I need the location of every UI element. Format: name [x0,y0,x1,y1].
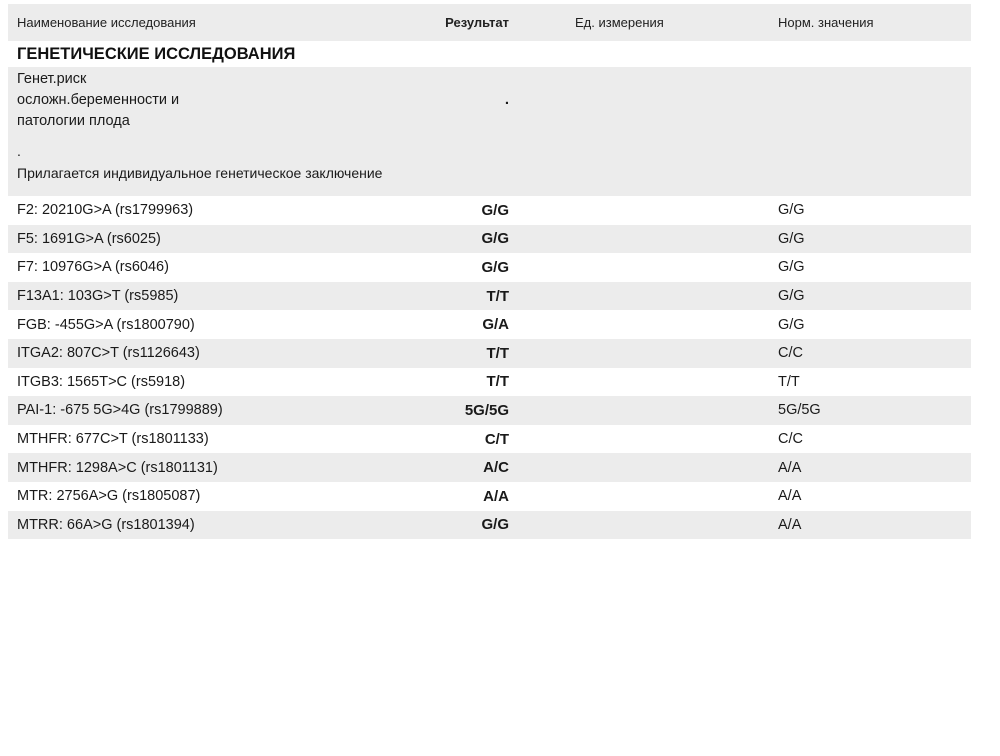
results-list [8,196,971,539]
genetic-risk-name-line: патологии плода [17,113,130,129]
test-result: G/G [481,516,509,534]
table-row [8,196,971,225]
genetic-risk-name-line: Генет.риск [17,71,87,87]
table-row [8,511,971,540]
test-norm: A/A [778,516,802,533]
table-row [8,425,971,454]
test-name: MTHFR: 677C>T (rs1801133) [17,431,209,448]
test-result: 5G/5G [464,401,509,419]
test-name: MTHFR: 1298A>C (rs1801131) [17,459,218,476]
table-row [8,310,971,339]
genetic-risk-name [17,69,247,132]
table-row [8,396,971,425]
test-result: G/G [481,230,509,248]
test-name: PAI-1: -675 5G>4G (rs1799889) [17,402,223,419]
test-result: T/T [486,344,509,362]
test-norm: C/C [778,431,803,448]
test-result: C/T [484,430,509,448]
test-result: T/T [486,287,509,305]
test-name: F13A1: 103G>T (rs5985) [17,288,179,305]
test-norm: G/G [778,230,805,247]
table-row [8,368,971,397]
test-result: G/A [482,316,509,334]
test-norm: G/G [778,316,805,333]
genetic-risk-result: . [504,91,509,108]
test-result: A/C [483,459,509,477]
test-norm: 5G/5G [778,402,821,419]
genetic-risk-row [8,67,971,196]
test-name: MTR: 2756A>G (rs1805087) [17,488,201,505]
genetic-risk-note: Прилагается индивидуальное генетическое заключение [17,165,383,181]
table-row [8,339,971,368]
test-result: T/T [486,373,509,391]
test-name: MTRR: 66A>G (rs1801394) [17,516,195,533]
test-name: FGB: -455G>A (rs1800790) [17,316,195,333]
test-norm: G/G [778,288,805,305]
section-title: ГЕНЕТИЧЕСКИЕ ИССЛЕДОВАНИЯ [17,45,296,63]
test-norm: A/A [778,488,802,505]
test-result: G/G [481,258,509,276]
table-row [8,453,971,482]
lab-report-table [8,4,971,539]
test-norm: C/C [778,345,803,362]
header-name: Наименование исследования [17,15,196,30]
genetic-risk-note-dot: . [17,143,21,159]
test-name: F7: 10976G>A (rs6046) [17,259,169,276]
test-result: A/A [483,487,509,505]
test-name: ITGB3: 1565T>C (rs5918) [17,373,186,390]
header-result: Результат [445,15,509,30]
test-norm: G/G [778,259,805,276]
table-header [8,4,971,41]
test-result: G/G [481,201,509,219]
table-row [8,282,971,311]
header-unit: Ед. измерения [575,15,664,30]
test-norm: A/A [778,459,802,476]
table-row [8,253,971,282]
table-row [8,482,971,511]
genetic-risk-name-line: осложн.беременности и [17,92,180,108]
test-norm: T/T [778,373,800,390]
test-name: F5: 1691G>A (rs6025) [17,230,161,247]
test-name: ITGA2: 807C>T (rs1126643) [17,345,200,362]
test-name: F2: 20210G>A (rs1799963) [17,202,194,219]
table-row [8,225,971,254]
test-norm: G/G [778,202,805,219]
header-norm: Норм. значения [778,15,874,30]
